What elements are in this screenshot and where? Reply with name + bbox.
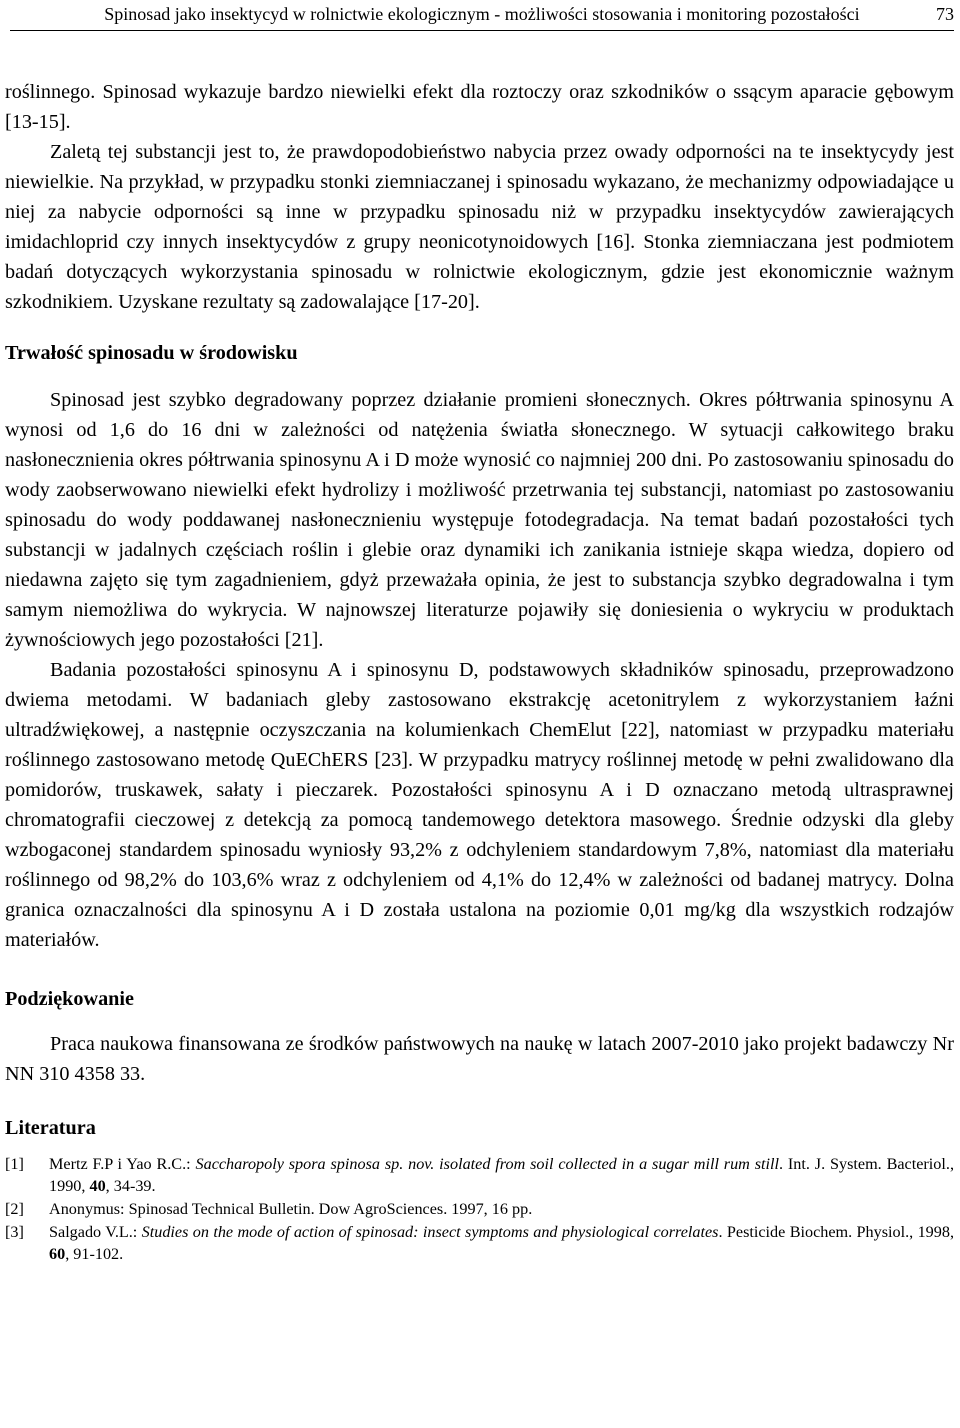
- running-header: [10, 3, 954, 31]
- reference-title: Studies on the mode of action of spinosad: insect symptoms and physiological correlates: [141, 1223, 719, 1241]
- reference-authors: Salgado V.L.:: [49, 1223, 142, 1241]
- reference-number: [3]: [5, 1223, 24, 1241]
- paragraph: Spinosad jest szybko degradowany poprzez działanie promieni słonecznych. Okres półtrwania spinosynu A wynosi od 1,6 do 16 dni w zależności od natężenia światła słonecznego. W sytuacji całkowitego braku nasłonecznienia okres półtrwania spinosynu A i D może wynosić co najmniej 200 dni. Po zastosowaniu spinosadu do wody zaobserwowano niewielki efekt hydrolizy i możliwość przetrwania tej substancji, natomiast po zastosowaniu spinosadu do wody poddawanej nasłonecznieniu występuje fotodegradacja. Na temat badań pozostałości tych substancji w jadalnych częściach roślin i glebie oraz dynamiki ich zanikania istnieje skąpa wiedza, dopiero od niedawna zajęto się tym zagadnieniem, gdyż przeważała opinia, że jest to substancja szybko degradowalna i tym samym niemożliwa do wykrycia. W najnowszej literaturze pojawiły się doniesienia o wykryciu w produktach żywnościowych jego pozostałości [21].: [5, 389, 954, 651]
- reference-number: [2]: [5, 1200, 24, 1218]
- running-title: Spinosad jako insektycyd w rolnictwie ekologicznym - możliwości stosowania i monitoring pozostałości: [104, 4, 860, 24]
- reference-authors: Mertz F.P i Yao R.C.:: [49, 1155, 196, 1173]
- reference-list: [5, 1153, 954, 1265]
- reference-number: [1]: [5, 1155, 24, 1173]
- reference-volume: 40: [89, 1177, 106, 1195]
- reference-pages: , 34-39.: [105, 1177, 156, 1195]
- paragraph: Zaletą tej substancji jest to, że prawdopodobieństwo nabycia przez owady odporności na te insektycydy jest niewielkie. Na przykład, w przypadku stonki ziemniaczanej i spinosadu wykazano, że mechanizmy odpowiadające u niej za nabycie odporności są inne w przypadku spinosadu niż w przypadku insektycydów zawierających imidachloprid czy innych insektycydów z grupy neonicotynoidowych [16]. Stonka ziemniaczana jest podmiotem badań dotyczących wykorzystania spinosadu w rolnictwie ekologicznym, gdzie jest ekonomicznie ważnym szkodnikiem. Uzyskane rezultaty są zadowalające [17-20].: [5, 141, 954, 313]
- paragraph: Praca naukowa finansowana ze środków państwowych na naukę w latach 2007-2010 jako projekt badawczy Nr NN 310 4358 33.: [5, 1033, 954, 1085]
- reference-text: Anonymus: Spinosad Technical Bulletin. Dow AgroSciences. 1997, 16 pp.: [49, 1200, 533, 1218]
- page-number: 73: [936, 4, 954, 24]
- section-heading: Podziękowanie: [5, 988, 134, 1010]
- main-text: [5, 77, 954, 1266]
- reference-source: . Pesticide Biochem. Physiol., 1998,: [718, 1223, 954, 1241]
- paragraph: Badania pozostałości spinosynu A i spinosynu D, podstawowych składników spinosadu, przeprowadzono dwiema metodami. W badaniach gleby zastosowano ekstrakcję acetonitrylem z wykorzystaniem łaźni ultradźwiękowej, a następnie oczyszczania na kolumienkach ChemElut [22], natomiast w przypadku materiału roślinnego zastosowano metodę QuEChERS [23]. W przypadku matrycy roślinnej metodę w pełni zwalidowano dla pomidorów, truskawek, sałaty i pieczarek. Pozostałości spinosynu A i D oznaczano metodą ultrasprawnej chromatografii cieczowej z detekcją za pomocą tandemowego detektora masowego. Średnie odzyski dla gleby wzbogaconej standardem spinosadu wyniosły 93,2% z odchyleniem standardowym 7,8%, natomiast dla materiału roślinnego od 98,2% do 103,6% wraz z odchyleniem od 4,1% do 12,4% w zależności od badanej matrycy. Dolna granica oznaczalności dla spinosynu A i D została ustalona na poziomie 0,01 mg/kg dla wszystkich rodzajów materiałów.: [5, 659, 954, 951]
- reference-item: [5, 1198, 954, 1220]
- reference-pages: , 91-102.: [65, 1245, 124, 1263]
- paragraph: roślinnego. Spinosad wykazuje bardzo niewielki efekt dla roztoczy oraz szkodników o ssącym aparacie gębowym [13-15].: [5, 81, 954, 133]
- reference-source: . Int. J. System. Bacteriol., 1990,: [49, 1155, 954, 1195]
- section-heading: Trwałość spinosadu w środowisku: [5, 342, 298, 364]
- reference-item: [5, 1221, 954, 1265]
- reference-volume: 60: [49, 1245, 66, 1263]
- reference-item: [5, 1153, 954, 1197]
- section-heading: Literatura: [5, 1117, 96, 1139]
- reference-title: Saccharopoly spora spinosa sp. nov. isolated from soil collected in a sugar mill rum still: [195, 1155, 780, 1173]
